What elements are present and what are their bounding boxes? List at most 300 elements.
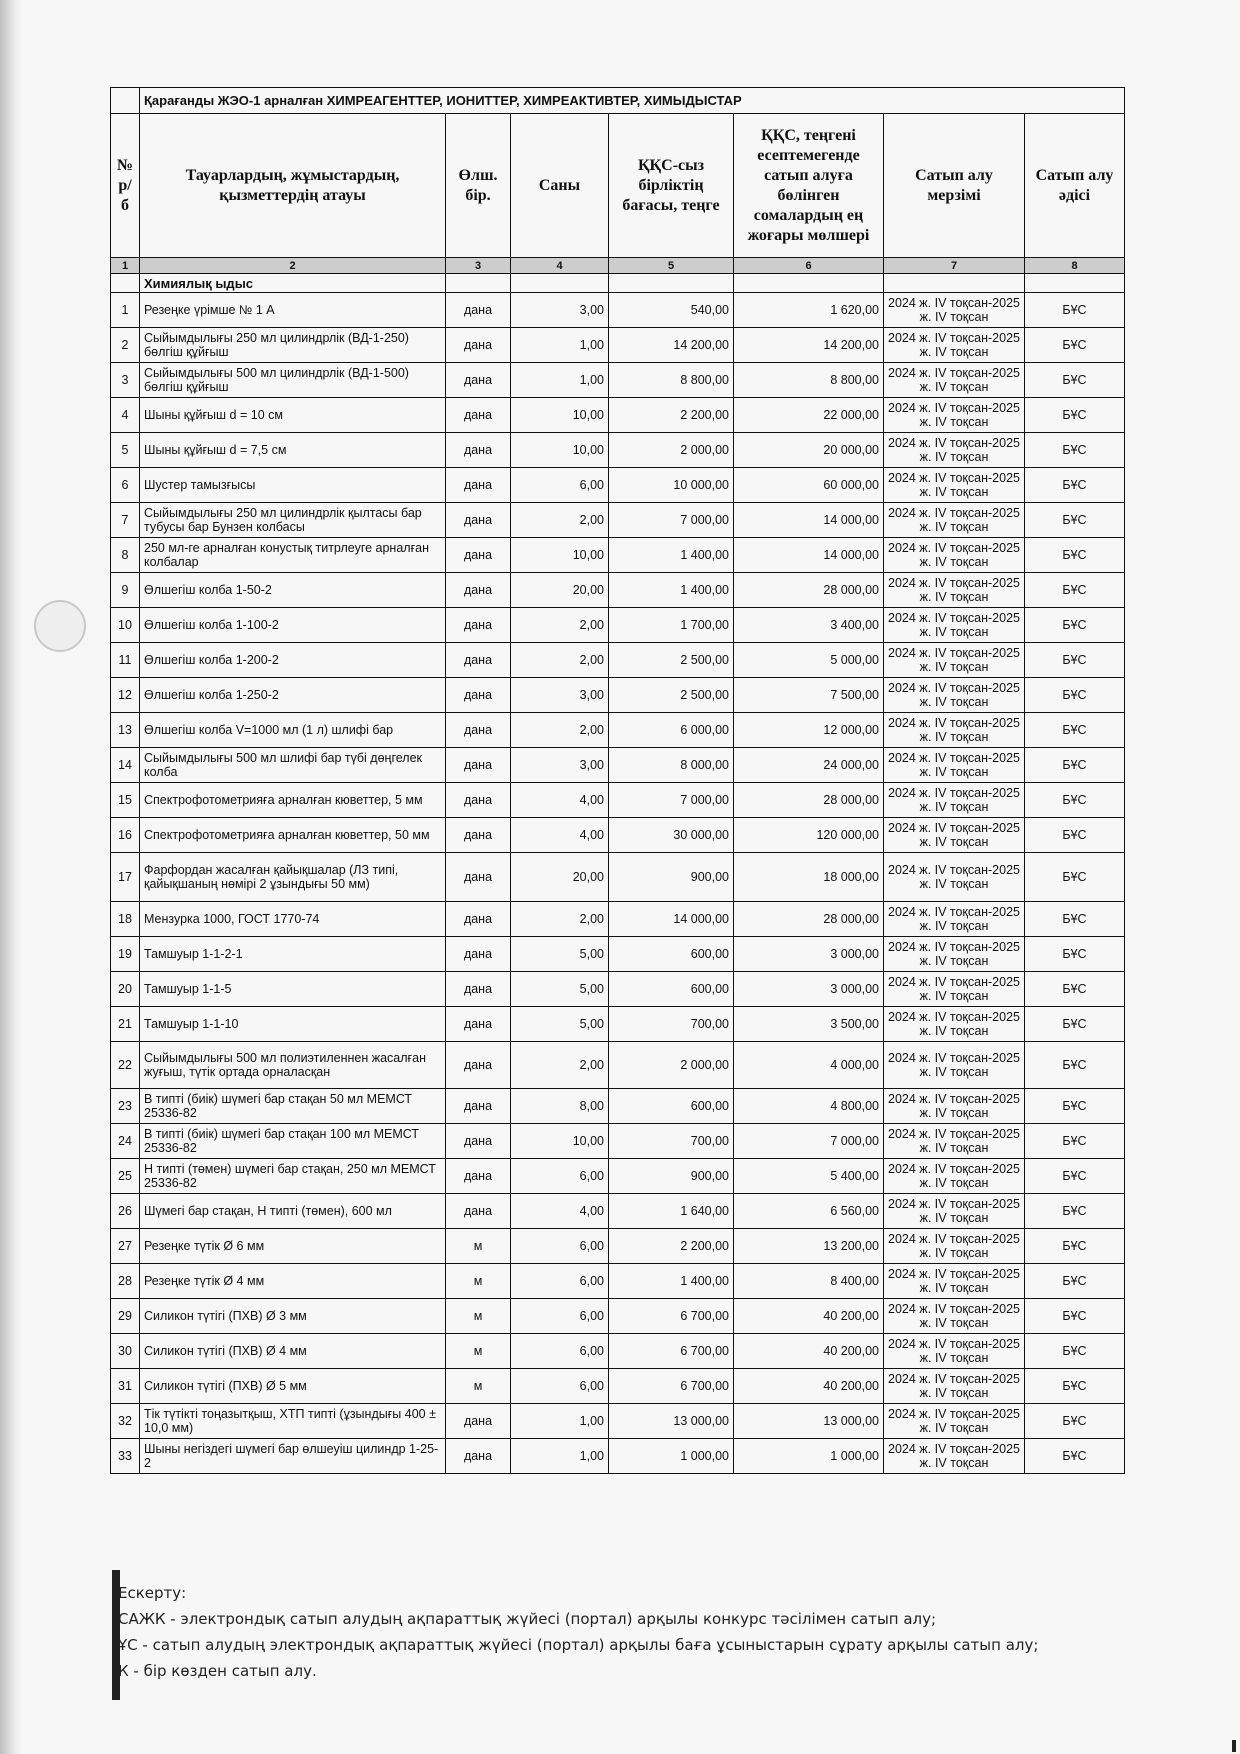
period-cell: 2024 ж. IV тоқсан-2025 ж. IV тоқсан	[884, 1439, 1025, 1474]
unit-price-cell: 1 640,00	[609, 1194, 734, 1229]
column-number: 5	[609, 258, 734, 274]
table-row	[111, 678, 1125, 713]
period-cell: 2024 ж. IV тоқсан-2025 ж. IV тоқсан	[884, 783, 1025, 818]
unit-price-cell: 900,00	[609, 853, 734, 902]
period-cell: 2024 ж. IV тоқсан-2025 ж. IV тоқсан	[884, 748, 1025, 783]
unit-price-cell: 13 000,00	[609, 1404, 734, 1439]
unit-price-cell: 1 400,00	[609, 1264, 734, 1299]
unit-price-cell: 700,00	[609, 1007, 734, 1042]
table-title: Қарағанды ЖЭО-1 арналған ХИМРЕАГЕНТТЕР, ИОНИТТЕР, ХИМРЕАКТИВТЕР, ХИМЫДЫСТАР	[140, 88, 1125, 114]
period-cell: 2024 ж. IV тоқсан-2025 ж. IV тоқсан	[884, 293, 1025, 328]
item-name: 250 мл-ге арналған конустық титрлеуге арналған колбалар	[140, 538, 446, 573]
unit-price-cell: 540,00	[609, 293, 734, 328]
column-number-row	[111, 258, 1125, 274]
quantity-cell: 4,00	[511, 783, 609, 818]
row-number: 8	[111, 538, 140, 573]
table-row	[111, 1439, 1125, 1474]
unit-cell: дана	[446, 902, 511, 937]
period-cell: 2024 ж. IV тоқсан-2025 ж. IV тоқсан	[884, 328, 1025, 363]
item-name: В типті (биік) шүмегі бар стақан 50 мл МЕМСТ 25336-82	[140, 1089, 446, 1124]
item-name: Силикон түтігі (ПХВ) Ø 3 мм	[140, 1299, 446, 1334]
unit-cell: дана	[446, 1404, 511, 1439]
period-cell: 2024 ж. IV тоқсан-2025 ж. IV тоқсан	[884, 1089, 1025, 1124]
quantity-cell: 10,00	[511, 433, 609, 468]
quantity-cell: 8,00	[511, 1089, 609, 1124]
unit-cell: дана	[446, 937, 511, 972]
table-row	[111, 818, 1125, 853]
unit-cell: дана	[446, 1042, 511, 1089]
quantity-cell: 6,00	[511, 1159, 609, 1194]
row-number: 9	[111, 573, 140, 608]
row-number: 11	[111, 643, 140, 678]
unit-price-cell: 14 000,00	[609, 902, 734, 937]
max-amount-cell: 18 000,00	[734, 853, 884, 902]
method-cell: БҰС	[1025, 713, 1125, 748]
unit-price-cell: 6 700,00	[609, 1299, 734, 1334]
item-name: Шыны негіздегі шүмегі бар өлшеуіш цилиндр 1-25-2	[140, 1439, 446, 1474]
section-title: Химиялық ыдыс	[140, 274, 446, 293]
method-cell: БҰС	[1025, 1124, 1125, 1159]
unit-cell: дана	[446, 363, 511, 398]
period-cell: 2024 ж. IV тоқсан-2025 ж. IV тоқсан	[884, 853, 1025, 902]
item-name: Фарфордан жасалған қайықшалар (ЛЗ типі, қайықшаның нөмірі 2 ұзындығы 50 мм)	[140, 853, 446, 902]
item-name: В типті (биік) шүмегі бар стақан 100 мл МЕМСТ 25336-82	[140, 1124, 446, 1159]
unit-cell: м	[446, 1334, 511, 1369]
unit-price-cell: 2 000,00	[609, 1042, 734, 1089]
quantity-cell: 1,00	[511, 328, 609, 363]
quantity-cell: 5,00	[511, 972, 609, 1007]
quantity-cell: 2,00	[511, 608, 609, 643]
unit-cell: дана	[446, 713, 511, 748]
quantity-cell: 6,00	[511, 1334, 609, 1369]
period-cell: 2024 ж. IV тоқсан-2025 ж. IV тоқсан	[884, 1007, 1025, 1042]
max-amount-cell: 40 200,00	[734, 1299, 884, 1334]
unit-price-cell: 600,00	[609, 972, 734, 1007]
table-row	[111, 1007, 1125, 1042]
quantity-cell: 4,00	[511, 1194, 609, 1229]
item-name: Тамшуыр 1-1-10	[140, 1007, 446, 1042]
method-cell: БҰС	[1025, 748, 1125, 783]
quantity-cell: 2,00	[511, 1042, 609, 1089]
item-name: Өлшегіш колба 1-100-2	[140, 608, 446, 643]
method-cell: БҰС	[1025, 853, 1125, 902]
unit-cell: дана	[446, 1089, 511, 1124]
table-row	[111, 937, 1125, 972]
quantity-cell: 10,00	[511, 1124, 609, 1159]
row-number: 13	[111, 713, 140, 748]
table-row	[111, 1159, 1125, 1194]
scan-page-edge	[0, 0, 22, 1754]
row-number: 22	[111, 1042, 140, 1089]
scan-mark	[1232, 1740, 1236, 1752]
quantity-cell: 20,00	[511, 573, 609, 608]
quantity-cell: 2,00	[511, 902, 609, 937]
quantity-cell: 3,00	[511, 293, 609, 328]
period-cell: 2024 ж. IV тоқсан-2025 ж. IV тоқсан	[884, 1124, 1025, 1159]
max-amount-cell: 12 000,00	[734, 713, 884, 748]
max-amount-cell: 28 000,00	[734, 783, 884, 818]
method-cell: БҰС	[1025, 902, 1125, 937]
item-name: Өлшегіш колба V=1000 мл (1 л) шлифі бар	[140, 713, 446, 748]
quantity-cell: 6,00	[511, 1264, 609, 1299]
unit-price-cell: 14 200,00	[609, 328, 734, 363]
max-amount-cell: 7 500,00	[734, 678, 884, 713]
max-amount-cell: 24 000,00	[734, 748, 884, 783]
item-name: Тамшуыр 1-1-2-1	[140, 937, 446, 972]
unit-price-cell: 7 000,00	[609, 783, 734, 818]
method-cell: БҰС	[1025, 1159, 1125, 1194]
item-name: Силикон түтігі (ПХВ) Ø 5 мм	[140, 1369, 446, 1404]
quantity-cell: 10,00	[511, 538, 609, 573]
period-cell: 2024 ж. IV тоқсан-2025 ж. IV тоқсан	[884, 1264, 1025, 1299]
row-number: 33	[111, 1439, 140, 1474]
unit-price-cell: 2 200,00	[609, 398, 734, 433]
unit-cell: дана	[446, 818, 511, 853]
method-cell: БҰС	[1025, 818, 1125, 853]
max-amount-cell: 6 560,00	[734, 1194, 884, 1229]
method-cell: БҰС	[1025, 678, 1125, 713]
column-number: 8	[1025, 258, 1125, 274]
period-cell: 2024 ж. IV тоқсан-2025 ж. IV тоқсан	[884, 678, 1025, 713]
max-amount-cell: 3 000,00	[734, 972, 884, 1007]
quantity-cell: 6,00	[511, 1229, 609, 1264]
item-name: Спектрофотометрияға арналған кюветтер, 50 мм	[140, 818, 446, 853]
item-name: Тік түтікті тоңазытқыш, ХТП типті (ұзындығы 400 ± 10,0 мм)	[140, 1404, 446, 1439]
table-row	[111, 972, 1125, 1007]
section-spacer	[111, 274, 140, 293]
row-number: 1	[111, 293, 140, 328]
table-row	[111, 608, 1125, 643]
method-cell: БҰС	[1025, 538, 1125, 573]
unit-cell: дана	[446, 293, 511, 328]
period-cell: 2024 ж. IV тоқсан-2025 ж. IV тоқсан	[884, 433, 1025, 468]
row-number: 17	[111, 853, 140, 902]
unit-cell: дана	[446, 503, 511, 538]
method-cell: БҰС	[1025, 1042, 1125, 1089]
method-cell: БҰС	[1025, 608, 1125, 643]
row-number: 12	[111, 678, 140, 713]
procurement-table	[110, 87, 1125, 1474]
method-cell: БҰС	[1025, 1439, 1125, 1474]
unit-cell: дана	[446, 972, 511, 1007]
row-number: 25	[111, 1159, 140, 1194]
row-number: 7	[111, 503, 140, 538]
quantity-cell: 6,00	[511, 1369, 609, 1404]
note-line: ҰС - сатып алудың электрондық ақпараттық жүйесі (портал) арқылы баға ұсыныстарын сұрату арқылы сатып алу;	[118, 1636, 1039, 1654]
unit-cell: дана	[446, 608, 511, 643]
max-amount-cell: 28 000,00	[734, 573, 884, 608]
max-amount-cell: 8 800,00	[734, 363, 884, 398]
max-amount-cell: 7 000,00	[734, 1124, 884, 1159]
period-cell: 2024 ж. IV тоқсан-2025 ж. IV тоқсан	[884, 1194, 1025, 1229]
unit-price-cell: 600,00	[609, 937, 734, 972]
row-number: 24	[111, 1124, 140, 1159]
table-row	[111, 573, 1125, 608]
period-cell: 2024 ж. IV тоқсан-2025 ж. IV тоқсан	[884, 1334, 1025, 1369]
table-row	[111, 1299, 1125, 1334]
unit-cell: дана	[446, 573, 511, 608]
max-amount-cell: 20 000,00	[734, 433, 884, 468]
unit-cell: дана	[446, 398, 511, 433]
unit-cell: м	[446, 1299, 511, 1334]
method-cell: БҰС	[1025, 1089, 1125, 1124]
binder-hole-mark	[34, 600, 86, 652]
unit-cell: дана	[446, 468, 511, 503]
header-name: Тауарлардың, жұмыстардың, қызметтердің атауы	[140, 114, 446, 258]
method-cell: БҰС	[1025, 468, 1125, 503]
method-cell: БҰС	[1025, 1229, 1125, 1264]
unit-price-cell: 900,00	[609, 1159, 734, 1194]
row-number: 6	[111, 468, 140, 503]
table-row	[111, 433, 1125, 468]
max-amount-cell: 4 800,00	[734, 1089, 884, 1124]
item-name: Спектрофотометрияға арналған кюветтер, 5 мм	[140, 783, 446, 818]
table-row	[111, 1124, 1125, 1159]
method-cell: БҰС	[1025, 643, 1125, 678]
table-row	[111, 713, 1125, 748]
unit-price-cell: 7 000,00	[609, 503, 734, 538]
item-name: Сыйымдылығы 500 мл цилиндрлік (ВД-1-500) бөлгіш құйғыш	[140, 363, 446, 398]
max-amount-cell: 28 000,00	[734, 902, 884, 937]
quantity-cell: 5,00	[511, 937, 609, 972]
section-empty	[1025, 274, 1125, 293]
row-number: 26	[111, 1194, 140, 1229]
unit-price-cell: 30 000,00	[609, 818, 734, 853]
notes-title: Ескерту:	[118, 1584, 187, 1602]
title-spacer	[111, 88, 140, 114]
quantity-cell: 1,00	[511, 1404, 609, 1439]
period-cell: 2024 ж. IV тоқсан-2025 ж. IV тоқсан	[884, 972, 1025, 1007]
row-number: 29	[111, 1299, 140, 1334]
max-amount-cell: 40 200,00	[734, 1369, 884, 1404]
method-cell: БҰС	[1025, 1007, 1125, 1042]
table-row	[111, 293, 1125, 328]
item-name: Сыйымдылығы 250 мл цилиндрлік (ВД-1-250) бөлгіш құйғыш	[140, 328, 446, 363]
method-cell: БҰС	[1025, 573, 1125, 608]
table-row	[111, 783, 1125, 818]
column-number: 1	[111, 258, 140, 274]
max-amount-cell: 1 620,00	[734, 293, 884, 328]
unit-price-cell: 8 800,00	[609, 363, 734, 398]
item-name: Резеңке түтік Ø 4 мм	[140, 1264, 446, 1299]
title-row	[111, 88, 1125, 114]
method-cell: БҰС	[1025, 1299, 1125, 1334]
max-amount-cell: 5 400,00	[734, 1159, 884, 1194]
section-empty	[734, 274, 884, 293]
item-name: Шыны құйғыш d = 7,5 см	[140, 433, 446, 468]
period-cell: 2024 ж. IV тоқсан-2025 ж. IV тоқсан	[884, 937, 1025, 972]
max-amount-cell: 3 400,00	[734, 608, 884, 643]
unit-cell: дана	[446, 1007, 511, 1042]
quantity-cell: 20,00	[511, 853, 609, 902]
method-cell: БҰС	[1025, 433, 1125, 468]
period-cell: 2024 ж. IV тоқсан-2025 ж. IV тоқсан	[884, 713, 1025, 748]
section-empty	[884, 274, 1025, 293]
method-cell: БҰС	[1025, 1404, 1125, 1439]
unit-cell: дана	[446, 433, 511, 468]
method-cell: БҰС	[1025, 328, 1125, 363]
period-cell: 2024 ж. IV тоқсан-2025 ж. IV тоқсан	[884, 538, 1025, 573]
table-row	[111, 538, 1125, 573]
max-amount-cell: 8 400,00	[734, 1264, 884, 1299]
method-cell: БҰС	[1025, 398, 1125, 433]
method-cell: БҰС	[1025, 1369, 1125, 1404]
unit-cell: дана	[446, 748, 511, 783]
item-name: Сыйымдылығы 500 мл полиэтиленнен жасалған жуғыш, түтік ортада орналасқан	[140, 1042, 446, 1089]
item-name: Резеңке түтік Ø 6 мм	[140, 1229, 446, 1264]
item-name: Шустер тамызғысы	[140, 468, 446, 503]
max-amount-cell: 40 200,00	[734, 1334, 884, 1369]
unit-price-cell: 2 500,00	[609, 678, 734, 713]
row-number: 30	[111, 1334, 140, 1369]
table-body	[111, 88, 1125, 1474]
unit-cell: дана	[446, 1124, 511, 1159]
row-number: 19	[111, 937, 140, 972]
unit-price-cell: 2 000,00	[609, 433, 734, 468]
note-line: САЖК - электрондық сатып алудың ақпараттық жүйесі (портал) арқылы конкурс тәсілімен сатып алу;	[118, 1610, 937, 1628]
table-row	[111, 643, 1125, 678]
row-number: 3	[111, 363, 140, 398]
max-amount-cell: 4 000,00	[734, 1042, 884, 1089]
max-amount-cell: 60 000,00	[734, 468, 884, 503]
section-empty	[446, 274, 511, 293]
row-number: 10	[111, 608, 140, 643]
row-number: 21	[111, 1007, 140, 1042]
period-cell: 2024 ж. IV тоқсан-2025 ж. IV тоқсан	[884, 1369, 1025, 1404]
item-name: Н типті (төмен) шүмегі бар стақан, 250 мл МЕМСТ 25336-82	[140, 1159, 446, 1194]
header-price: ҚҚС-сыз бірліктің бағасы, теңге	[609, 114, 734, 258]
note-line: К - бір көзден сатып алу.	[118, 1662, 317, 1680]
header-row	[111, 114, 1125, 258]
method-cell: БҰС	[1025, 783, 1125, 818]
table-row	[111, 328, 1125, 363]
table-row	[111, 1404, 1125, 1439]
unit-price-cell: 1 000,00	[609, 1439, 734, 1474]
unit-cell: дана	[446, 678, 511, 713]
header-max-amount: ҚҚС, теңгені есептемегенде сатып алуға бөлінген сомалардың ең жоғары мөлшері	[734, 114, 884, 258]
item-name: Силикон түтігі (ПХВ) Ø 4 мм	[140, 1334, 446, 1369]
unit-cell: м	[446, 1229, 511, 1264]
row-number: 31	[111, 1369, 140, 1404]
item-name: Резеңке үрімше № 1 А	[140, 293, 446, 328]
item-name: Шүмегі бар стақан, Н типті (төмен), 600 мл	[140, 1194, 446, 1229]
item-name: Сыйымдылығы 500 мл шлифі бар түбі дөңгелек колба	[140, 748, 446, 783]
column-number: 6	[734, 258, 884, 274]
table-row	[111, 1369, 1125, 1404]
table-row	[111, 1229, 1125, 1264]
row-number: 4	[111, 398, 140, 433]
table-row	[111, 748, 1125, 783]
method-cell: БҰС	[1025, 363, 1125, 398]
unit-price-cell: 6 700,00	[609, 1369, 734, 1404]
method-cell: БҰС	[1025, 937, 1125, 972]
unit-cell: дана	[446, 643, 511, 678]
quantity-cell: 3,00	[511, 678, 609, 713]
table-row	[111, 1089, 1125, 1124]
item-name: Шыны құйғыш d = 10 см	[140, 398, 446, 433]
max-amount-cell: 14 200,00	[734, 328, 884, 363]
method-cell: БҰС	[1025, 503, 1125, 538]
row-number: 32	[111, 1404, 140, 1439]
method-cell: БҰС	[1025, 1264, 1125, 1299]
unit-price-cell: 2 500,00	[609, 643, 734, 678]
row-number: 2	[111, 328, 140, 363]
item-name: Өлшегіш колба 1-50-2	[140, 573, 446, 608]
period-cell: 2024 ж. IV тоқсан-2025 ж. IV тоқсан	[884, 573, 1025, 608]
period-cell: 2024 ж. IV тоқсан-2025 ж. IV тоқсан	[884, 1299, 1025, 1334]
item-name: Өлшегіш колба 1-250-2	[140, 678, 446, 713]
max-amount-cell: 120 000,00	[734, 818, 884, 853]
row-number: 14	[111, 748, 140, 783]
column-number: 7	[884, 258, 1025, 274]
item-name: Сыйымдылығы 250 мл цилиндрлік қылтасы бар тубусы бар Бунзен колбасы	[140, 503, 446, 538]
max-amount-cell: 14 000,00	[734, 503, 884, 538]
unit-price-cell: 6 700,00	[609, 1334, 734, 1369]
header-method: Сатып алу әдісі	[1025, 114, 1125, 258]
period-cell: 2024 ж. IV тоқсан-2025 ж. IV тоқсан	[884, 902, 1025, 937]
item-name: Өлшегіш колба 1-200-2	[140, 643, 446, 678]
table-row	[111, 398, 1125, 433]
period-cell: 2024 ж. IV тоқсан-2025 ж. IV тоқсан	[884, 363, 1025, 398]
period-cell: 2024 ж. IV тоқсан-2025 ж. IV тоқсан	[884, 1042, 1025, 1089]
max-amount-cell: 13 200,00	[734, 1229, 884, 1264]
period-cell: 2024 ж. IV тоқсан-2025 ж. IV тоқсан	[884, 503, 1025, 538]
quantity-cell: 5,00	[511, 1007, 609, 1042]
unit-cell: м	[446, 1369, 511, 1404]
header-period: Сатып алу мерзімі	[884, 114, 1025, 258]
quantity-cell: 6,00	[511, 468, 609, 503]
table-row	[111, 468, 1125, 503]
table-row	[111, 363, 1125, 398]
quantity-cell: 3,00	[511, 748, 609, 783]
quantity-cell: 1,00	[511, 363, 609, 398]
row-number: 20	[111, 972, 140, 1007]
section-empty	[511, 274, 609, 293]
row-number: 18	[111, 902, 140, 937]
quantity-cell: 2,00	[511, 643, 609, 678]
method-cell: БҰС	[1025, 293, 1125, 328]
unit-cell: дана	[446, 538, 511, 573]
period-cell: 2024 ж. IV тоқсан-2025 ж. IV тоқсан	[884, 818, 1025, 853]
item-name: Мензурка 1000, ГОСТ 1770-74	[140, 902, 446, 937]
row-number: 15	[111, 783, 140, 818]
quantity-cell: 2,00	[511, 713, 609, 748]
quantity-cell: 6,00	[511, 1299, 609, 1334]
table-row	[111, 1042, 1125, 1089]
quantity-cell: 1,00	[511, 1439, 609, 1474]
unit-cell: дана	[446, 783, 511, 818]
header-unit: Өлш. бір.	[446, 114, 511, 258]
unit-cell: дана	[446, 328, 511, 363]
section-row	[111, 274, 1125, 293]
unit-cell: дана	[446, 1159, 511, 1194]
column-number: 2	[140, 258, 446, 274]
notes-block	[118, 1580, 1118, 1684]
table-row	[111, 1194, 1125, 1229]
method-cell: БҰС	[1025, 972, 1125, 1007]
max-amount-cell: 3 500,00	[734, 1007, 884, 1042]
period-cell: 2024 ж. IV тоқсан-2025 ж. IV тоқсан	[884, 468, 1025, 503]
unit-cell: дана	[446, 853, 511, 902]
quantity-cell: 10,00	[511, 398, 609, 433]
row-number: 28	[111, 1264, 140, 1299]
unit-price-cell: 700,00	[609, 1124, 734, 1159]
unit-price-cell: 1 400,00	[609, 573, 734, 608]
period-cell: 2024 ж. IV тоқсан-2025 ж. IV тоқсан	[884, 643, 1025, 678]
table-row	[111, 503, 1125, 538]
max-amount-cell: 5 000,00	[734, 643, 884, 678]
row-number: 27	[111, 1229, 140, 1264]
